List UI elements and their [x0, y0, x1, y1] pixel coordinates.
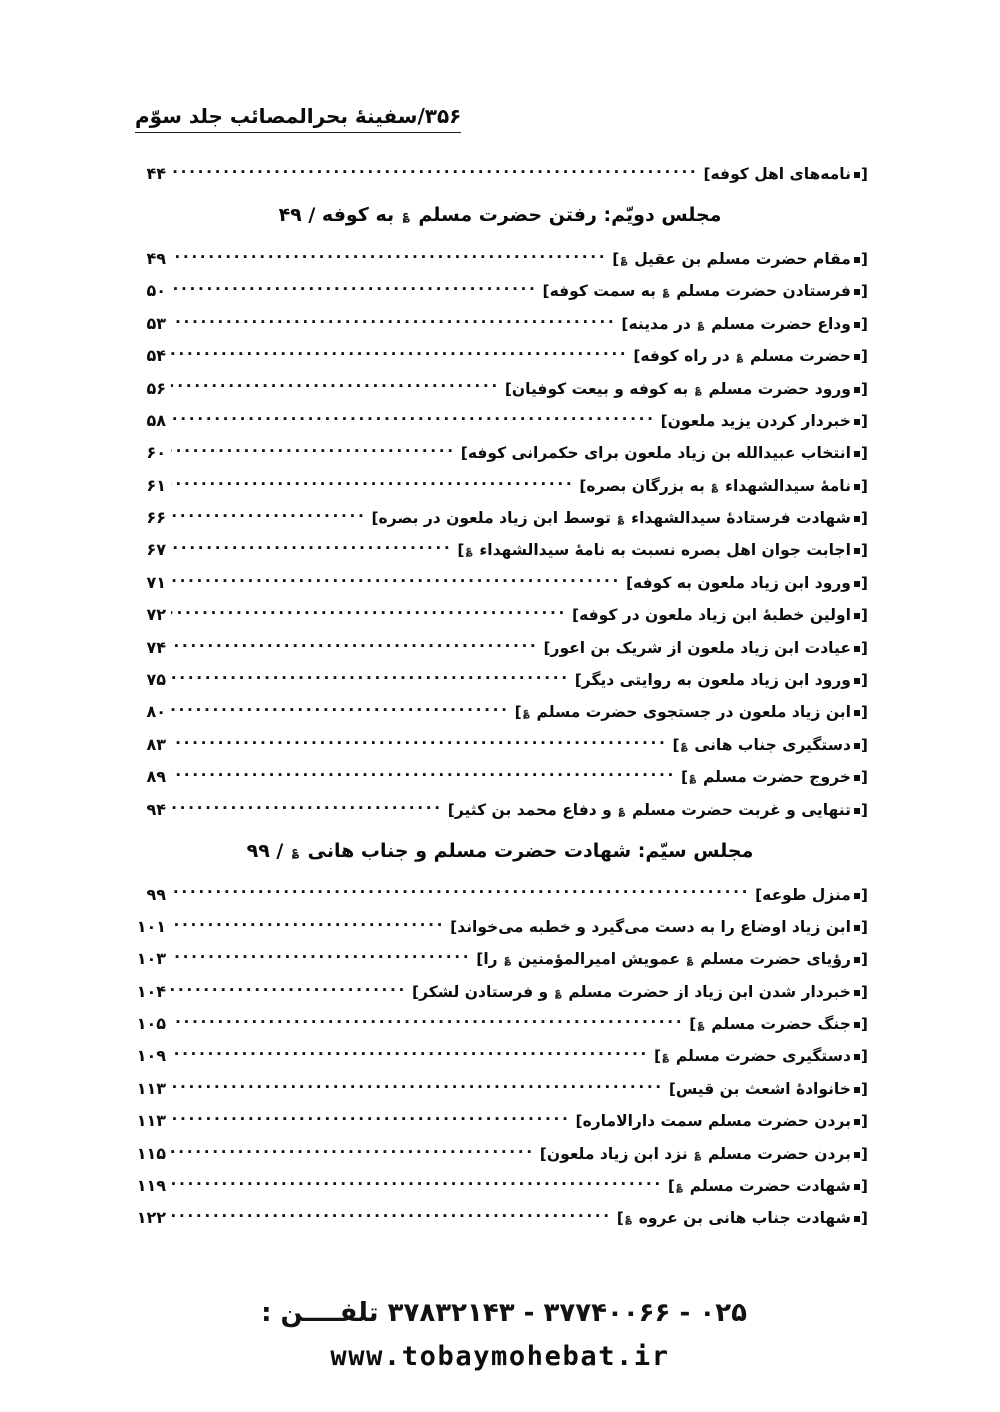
- bullet-square-icon: [854, 1087, 860, 1093]
- bullet-square-icon: [854, 1119, 860, 1125]
- toc-entry-page-number: ۸۳: [146, 734, 166, 754]
- honorific-icon: ؏: [694, 1146, 702, 1160]
- toc-leader-dots: [171, 346, 628, 362]
- honorific-icon: ؏: [620, 251, 628, 265]
- toc-entry-page-number: ۱۲۲: [136, 1208, 166, 1228]
- toc-entry-page-number: ۷۲: [146, 605, 166, 625]
- toc-entry[interactable]: [132, 275, 868, 307]
- honorific-icon: ؏: [466, 543, 473, 557]
- toc-leader-dots: [171, 313, 616, 329]
- bullet-square-icon: [854, 678, 860, 684]
- bullet-square-icon: [854, 581, 860, 587]
- footer-phone-line: [0, 1294, 1000, 1333]
- toc-entry-title: [نامهٔ سیدالشهداء ؏ به بزرگان بصره]: [579, 476, 868, 495]
- toc-entry-page-number: ۵۶: [146, 378, 166, 398]
- toc-entry[interactable]: [132, 879, 868, 911]
- honorific-icon: ؏: [695, 381, 702, 395]
- bullet-square-icon: [854, 484, 860, 490]
- toc-leader-dots: [171, 916, 445, 932]
- toc-section-heading: مجلس سیّم: شهادت حضرت مسلم و جناب هانی ؏ / ۹۹: [246, 839, 754, 862]
- toc-entry-page-number: ۶۷: [146, 540, 166, 560]
- bullet-square-icon: [854, 1216, 860, 1222]
- running-header: [135, 104, 865, 133]
- bullet-square-icon: [854, 419, 860, 425]
- toc-leader-dots: [171, 1176, 663, 1192]
- toc-entry-title: [فرستادن حضرت مسلم ؏ به سمت کوفه]: [542, 282, 868, 301]
- bullet-square-icon: [854, 289, 860, 295]
- toc-entry-page-number: ۶۶: [146, 508, 166, 528]
- toc-leader-dots: [171, 949, 471, 965]
- toc-entry[interactable]: [132, 1008, 868, 1040]
- toc-entry-page-number: ۱۱۳: [136, 1111, 166, 1131]
- toc-leader-dots: [171, 799, 443, 815]
- toc-entry-title: [اولین خطبهٔ ابن زیاد ملعون در کوفه]: [572, 606, 868, 625]
- honorific-icon: ؏: [662, 284, 670, 298]
- toc-leader-dots: [171, 443, 456, 459]
- page-footer: [0, 1294, 1000, 1374]
- toc-leader-dots: [171, 540, 452, 556]
- toc-entry-page-number: ۱۱۳: [136, 1078, 166, 1098]
- toc-entry[interactable]: [132, 761, 868, 793]
- bullet-square-icon: [854, 808, 860, 814]
- honorific-icon: ؏: [625, 1211, 632, 1225]
- toc-entry-page-number: ۱۰۵: [136, 1014, 166, 1034]
- toc-entry-page-number: ۱۰۴: [136, 981, 166, 1001]
- toc-entry-page-number: ۱۰۹: [136, 1046, 166, 1066]
- table-of-contents: [132, 158, 868, 1235]
- toc-entry[interactable]: [132, 943, 868, 975]
- toc-leader-dots: [171, 981, 407, 997]
- footer-phone-numbers: ۰۲۵ - ۳۷۷۴۰۰۶۶ - ۳۷۸۳۲۱۴۳: [387, 1297, 747, 1328]
- toc-entry-title: [مقام حضرت مسلم بن عقیل ؏]: [612, 249, 868, 268]
- toc-entry[interactable]: [132, 405, 868, 437]
- toc-entry[interactable]: [132, 599, 868, 631]
- toc-entry-title: [بردن حضرت مسلم سمت دارالاماره]: [575, 1112, 868, 1131]
- honorific-icon: ؏: [681, 737, 688, 751]
- toc-entry[interactable]: [132, 1170, 868, 1202]
- toc-entry-title: [خبردار شدن ابن زیاد از حضرت مسلم ؏ و فرستادن لشکر]: [412, 982, 868, 1001]
- toc-entry[interactable]: [132, 1105, 868, 1137]
- toc-entry-title: [شهادت حضرت مسلم ؏]: [667, 1177, 868, 1196]
- toc-entry-page-number: ۵۳: [146, 313, 166, 333]
- toc-entry-title: [منزل طوعه]: [755, 885, 868, 904]
- honorific-icon: ؏: [686, 952, 694, 966]
- toc-leader-dots: [171, 1014, 684, 1030]
- bullet-square-icon: [854, 646, 860, 652]
- toc-entry-page-number: ۱۰۱: [136, 916, 166, 936]
- honorific-icon: ؏: [504, 952, 511, 966]
- toc-entry-title: [ورود ابن زیاد ملعون به کوفه]: [625, 573, 868, 592]
- honorific-icon: ؏: [555, 984, 562, 998]
- footer-website[interactable]: www.tobaymohebat.ir: [330, 1340, 670, 1372]
- honorific-icon: ؏: [697, 316, 705, 330]
- toc-leader-dots: [171, 1078, 664, 1094]
- toc-leader-dots: [171, 508, 366, 524]
- bullet-square-icon: [854, 990, 860, 996]
- toc-leader-dots: [171, 378, 500, 394]
- toc-entry[interactable]: [132, 437, 868, 469]
- toc-entry[interactable]: [132, 502, 868, 534]
- toc-entry-page-number: ۴۴: [146, 164, 166, 183]
- honorific-icon: ؏: [736, 349, 744, 363]
- toc-leader-dots: [171, 767, 676, 783]
- bullet-square-icon: [854, 322, 860, 328]
- toc-leader-dots: [171, 637, 538, 653]
- toc-entry[interactable]: [132, 911, 868, 943]
- toc-entry-page-number: ۸۰: [146, 702, 166, 722]
- toc-entry[interactable]: [132, 1073, 868, 1105]
- toc-entry-page-number: ۶۱: [146, 475, 166, 495]
- bullet-square-icon: [854, 387, 860, 393]
- bullet-square-icon: [854, 257, 860, 263]
- toc-entry-title: [شهادت فرستادهٔ سیدالشهداء ؏ توسط ابن زیاد ملعون در بصره]: [371, 509, 868, 528]
- toc-leader-dots: [171, 884, 750, 900]
- toc-entry[interactable]: [132, 976, 868, 1008]
- toc-entry-title: [ابن زیاد اوضاع را به دست می‌گیرد و خطبه می‌خواند]: [450, 917, 868, 936]
- toc-entry-page-number: ۶۰: [146, 443, 166, 463]
- toc-entry-title: [ابن زیاد ملعون در جستجوی حضرت مسلم ؏]: [514, 703, 868, 722]
- bullet-square-icon: [854, 172, 860, 178]
- toc-entry-title: [عیادت ابن زیاد ملعون از شریک بن اعور]: [543, 638, 868, 657]
- bullet-square-icon: [854, 451, 860, 457]
- toc-leader-dots: [171, 410, 656, 426]
- honorific-icon: ؏: [523, 705, 530, 719]
- toc-entry-page-number: ۵۸: [146, 410, 166, 430]
- toc-entry-page-number: ۵۰: [146, 281, 166, 301]
- toc-entry-page-number: ۹۹: [146, 884, 166, 904]
- bullet-square-icon: [854, 1054, 860, 1060]
- bullet-square-icon: [854, 354, 860, 360]
- toc-leader-dots: [171, 248, 607, 264]
- toc-entry-title: [نامه‌های اهل کوفه]: [703, 165, 868, 183]
- honorific-icon: ؏: [697, 1017, 705, 1031]
- toc-entry[interactable]: [132, 243, 868, 275]
- toc-entry[interactable]: [132, 729, 868, 761]
- toc-entry-page-number: ۷۱: [146, 572, 166, 592]
- toc-entry[interactable]: [132, 664, 868, 696]
- toc-entry[interactable]: [132, 632, 868, 664]
- bullet-square-icon: [854, 1184, 860, 1190]
- toc-entry[interactable]: [132, 696, 868, 728]
- toc-entry[interactable]: [132, 340, 868, 372]
- toc-entry-title: [جنگ حضرت مسلم ؏]: [689, 1015, 868, 1034]
- honorific-icon: ؏: [662, 1049, 669, 1063]
- toc-leader-dots: [171, 475, 574, 491]
- toc-entry-page-number: ۹۴: [146, 799, 166, 819]
- toc-entry-title: [دستگیری حضرت مسلم ؏]: [653, 1047, 868, 1066]
- toc-entry-title: [دستگیری جناب هانی ؏]: [672, 735, 868, 754]
- toc-leader-dots: [171, 1208, 612, 1224]
- toc-leader-dots: [171, 1143, 535, 1159]
- bullet-square-icon: [854, 743, 860, 749]
- toc-entry[interactable]: [132, 1040, 868, 1072]
- toc-entry[interactable]: [132, 1138, 868, 1170]
- toc-entry-title: [خانوادهٔ اشعث بن قیس]: [668, 1079, 868, 1098]
- bullet-square-icon: [854, 775, 860, 781]
- toc-entry-title: [رؤیای حضرت مسلم ؏ عمویش امیرالمؤمنین ؏ را]: [476, 950, 868, 969]
- toc-entry[interactable]: [132, 567, 868, 599]
- honorific-icon: ؏: [402, 208, 410, 223]
- toc-entry-title: [تنهایی و غربت حضرت مسلم ؏ و دفاع محمد بن کثیر]: [447, 800, 868, 819]
- toc-entry-title: [خروج حضرت مسلم ؏]: [681, 768, 868, 787]
- toc-entry-title: [اجابت جوان اهل بصره نسبت به نامهٔ سیدالشهداء ؏]: [457, 541, 868, 560]
- honorific-icon: ؏: [291, 843, 300, 858]
- toc-entry-title: [شهادت جناب هانی بن عروه ؏]: [616, 1209, 868, 1228]
- bullet-square-icon: [854, 1022, 860, 1028]
- bullet-square-icon: [854, 1152, 860, 1158]
- toc-entry[interactable]: [132, 1202, 868, 1234]
- honorific-icon: ؏: [711, 478, 719, 492]
- honorific-icon: ؏: [618, 802, 626, 816]
- toc-leader-dots: [171, 281, 538, 297]
- toc-entry-page-number: ۸۹: [146, 767, 166, 787]
- toc-leader-dots: [171, 670, 570, 686]
- footer-phone-label: تلفــــن :: [261, 1297, 379, 1328]
- toc-leader-dots: [171, 702, 510, 718]
- honorific-icon: ؏: [689, 770, 697, 784]
- toc-entry-page-number: ۴۹: [146, 248, 166, 268]
- toc-entry[interactable]: [132, 373, 868, 405]
- honorific-icon: ؏: [617, 511, 625, 525]
- toc-entry-title: [انتخاب عبیدالله بن زیاد ملعون برای حکمرانی کوفه]: [460, 444, 868, 463]
- toc-entry[interactable]: [132, 470, 868, 502]
- toc-leader-dots: [171, 164, 698, 180]
- toc-entry-title: [خبردار کردن یزید ملعون]: [660, 411, 868, 430]
- toc-entry[interactable]: [132, 308, 868, 340]
- toc-entry-page-number: ۵۴: [146, 346, 166, 366]
- toc-entry-title: [وداع حضرت مسلم ؏ در مدینه]: [621, 314, 868, 333]
- toc-entry-title: [بردن حضرت مسلم ؏ نزد ابن زیاد ملعون]: [539, 1144, 868, 1163]
- toc-entry-page-number: ۱۱۹: [136, 1176, 166, 1196]
- toc-entry-page-number: ۱۰۳: [136, 949, 166, 969]
- bullet-square-icon: [854, 548, 860, 554]
- toc-entry-title: [حضرت مسلم ؏ در راه کوفه]: [633, 347, 868, 366]
- toc-leader-dots: [171, 572, 621, 588]
- toc-entry-title: [ورود حضرت مسلم ؏ به کوفه و بیعت کوفیان]: [504, 379, 868, 398]
- toc-entry-page-number: ۷۴: [146, 637, 166, 657]
- toc-section-heading: مجلس دویّم: رفتن حضرت مسلم ؏ به کوفه / ۴۹: [278, 204, 722, 227]
- honorific-icon: ؏: [676, 1179, 683, 1193]
- bullet-square-icon: [854, 893, 860, 899]
- bullet-square-icon: [854, 710, 860, 716]
- toc-entry[interactable]: [132, 158, 868, 190]
- bullet-square-icon: [854, 925, 860, 931]
- bullet-square-icon: [854, 613, 860, 619]
- toc-entry[interactable]: [132, 794, 868, 826]
- toc-leader-dots: [171, 605, 567, 621]
- toc-entry-title: [ورود ابن زیاد ملعون به روایتی دیگر]: [574, 671, 868, 690]
- toc-entry-page-number: ۷۵: [146, 670, 166, 690]
- toc-leader-dots: [171, 1046, 649, 1062]
- toc-leader-dots: [171, 1111, 571, 1127]
- bullet-square-icon: [854, 516, 860, 522]
- running-header-title: ۳۵۶/سفینهٔ بحرالمصائب جلد سوّم: [135, 104, 461, 133]
- toc-entry[interactable]: [132, 534, 868, 566]
- bullet-square-icon: [854, 957, 860, 963]
- toc-leader-dots: [171, 734, 667, 750]
- toc-entry-page-number: ۱۱۵: [136, 1143, 166, 1163]
